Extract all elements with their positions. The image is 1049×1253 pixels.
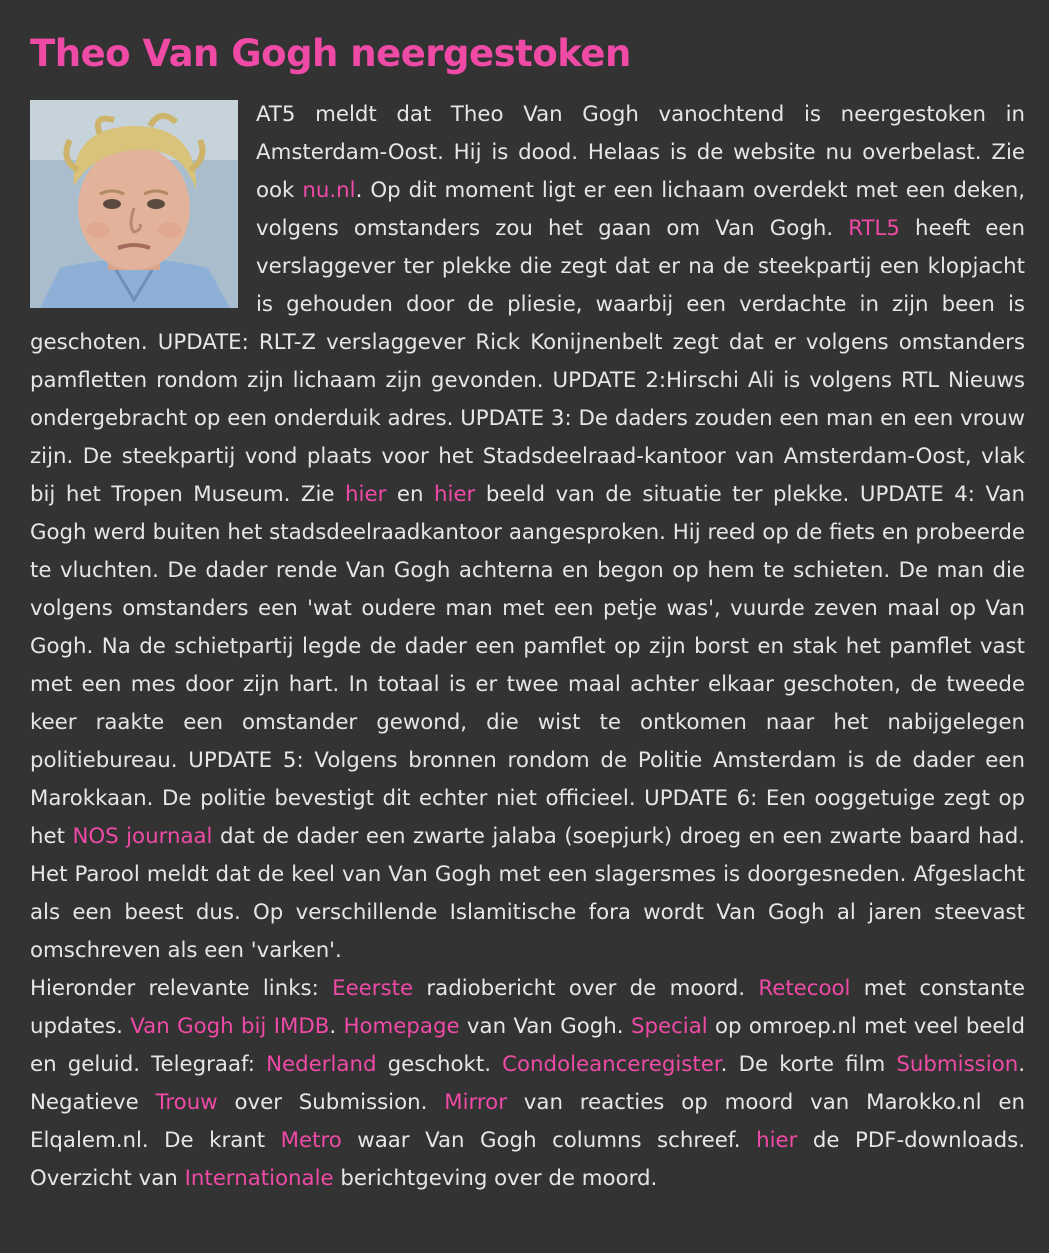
text-segment: beeld van de situatie ter plekke. UPDATE 4: Van Gogh werd buiten het stadsdeelraadkantoor aangesproken. Hij reed op de fiets en probeerde te vluchten. De dader rende Van Gogh achterna en begon op hem te schieten. De man die volgens omstanders een 'wat oudere man met een petje was', vuurde zeven maal op Van Gogh. Na de schietpartij legde de dader een pamflet op zijn borst en stak het pamflet vast met een mes door zijn hart. In totaal is er twee maal achter elkaar geschoten, de tweede keer raakte een omstander gewond, die wist te ontkomen naar het nabijgelegen politiebureau. UPDATE 5: Volgens bronnen rondom de Politie Amsterdam is de dader een Marokkaan. De politie bevestigt dit echter niet officieel. UPDATE 6: Een ooggetuige zegt op het xyxy=(30,482,1025,849)
text-segment: geschokt. xyxy=(376,1052,503,1077)
link-eeerste[interactable]: Eeerste xyxy=(332,976,414,1001)
text-segment: van reacties op moord van Marokko.nl en Elqalem.nl. De krant xyxy=(30,1090,1026,1153)
link-mirror[interactable]: Mirror xyxy=(444,1090,507,1115)
text-segment: dat de dader een zwarte jalaba (soepjurk) droeg en een zwarte baard had. Het Parool meldt dat de keel van Van Gogh met een slagersmes is doorgesneden. Afgeslacht als een beest dus. Op verschillende Islamitische fora wordt Van Gogh al jaren steevast omschreven als een 'varken'. xyxy=(30,824,1025,963)
link-condoleanceregister[interactable]: Condoleanceregister xyxy=(502,1052,721,1077)
text-segment: . Op dit moment ligt er een lichaam overdekt met een deken, volgens omstanders zou het gaan om Van Gogh. xyxy=(256,178,1025,241)
link-nos-journaal[interactable]: NOS journaal xyxy=(72,824,213,849)
text-segment: op omroep.nl met veel beeld en geluid. Telegraaf: xyxy=(30,1014,1025,1077)
link-submission[interactable]: Submission xyxy=(896,1052,1019,1077)
text-segment: de PDF-downloads. Overzicht van xyxy=(30,1128,1025,1191)
text-segment: radiobericht over de moord. xyxy=(413,976,759,1001)
link-metro[interactable]: Metro xyxy=(280,1128,342,1153)
text-segment: Hieronder relevante links: xyxy=(30,976,333,1001)
link-internationale[interactable]: Internationale xyxy=(184,1166,334,1191)
link-nederland[interactable]: Nederland xyxy=(266,1052,377,1077)
link-imdb[interactable]: Van Gogh bij IMDB xyxy=(130,1014,330,1039)
text-segment: waar Van Gogh columns schreef. xyxy=(341,1128,757,1153)
text-segment: heeft een verslaggever ter plekke die zegt dat er na de steekpartij een klopjacht is gehouden door de pliesie, waarbij een verdachte in zijn been is geschoten. UPDATE: RLT-Z verslaggever Rick Konijnenbelt zegt dat er volgens omstanders pamfletten rondom zijn lichaam zijn gevonden. UPDATE 2:Hirschi Ali is volgens RTL Nieuws ondergebracht op een onderduik adres. UPDATE 3: De daders zouden een man en een vrouw zijn. De steekpartij vond plaats voor het Stadsdeelraad-kantoor van Amsterdam-Oost, vlak bij het Tropen Museum. Zie xyxy=(30,216,1026,507)
text-segment: . De korte film xyxy=(720,1052,897,1077)
text-segment: over Submission. xyxy=(217,1090,445,1115)
text-segment: . xyxy=(329,1014,344,1039)
link-hier-2[interactable]: hier xyxy=(434,482,476,507)
link-retecool[interactable]: Retecool xyxy=(758,976,851,1001)
link-trouw[interactable]: Trouw xyxy=(155,1090,218,1115)
article xyxy=(30,28,1025,1198)
text-segment: met constante updates. xyxy=(30,976,1025,1039)
article-body xyxy=(30,96,1025,1198)
text-segment: . Negatieve xyxy=(30,1052,1026,1115)
portrait-photo xyxy=(30,100,238,308)
link-homepage[interactable]: Homepage xyxy=(343,1014,460,1039)
link-rtl5[interactable]: RTL5 xyxy=(848,216,900,241)
link-nu-nl[interactable]: nu.nl xyxy=(302,178,356,203)
text-segment: AT5 meldt dat Theo Van Gogh vanochtend is neergestoken in Amsterdam-Oost. Hij is dood. Helaas is de website nu overbelast. Zie ook xyxy=(256,102,1025,203)
text-segment: en xyxy=(386,482,435,507)
text-segment: van Van Gogh. xyxy=(459,1014,631,1039)
link-hier-1[interactable]: hier xyxy=(345,482,387,507)
text-segment: berichtgeving over de moord. xyxy=(333,1166,658,1191)
article-title[interactable]: Theo Van Gogh neergestoken xyxy=(30,32,631,75)
link-hier-pdf[interactable]: hier xyxy=(756,1128,798,1153)
paragraph-2 xyxy=(30,970,1025,1198)
link-special[interactable]: Special xyxy=(630,1014,708,1039)
